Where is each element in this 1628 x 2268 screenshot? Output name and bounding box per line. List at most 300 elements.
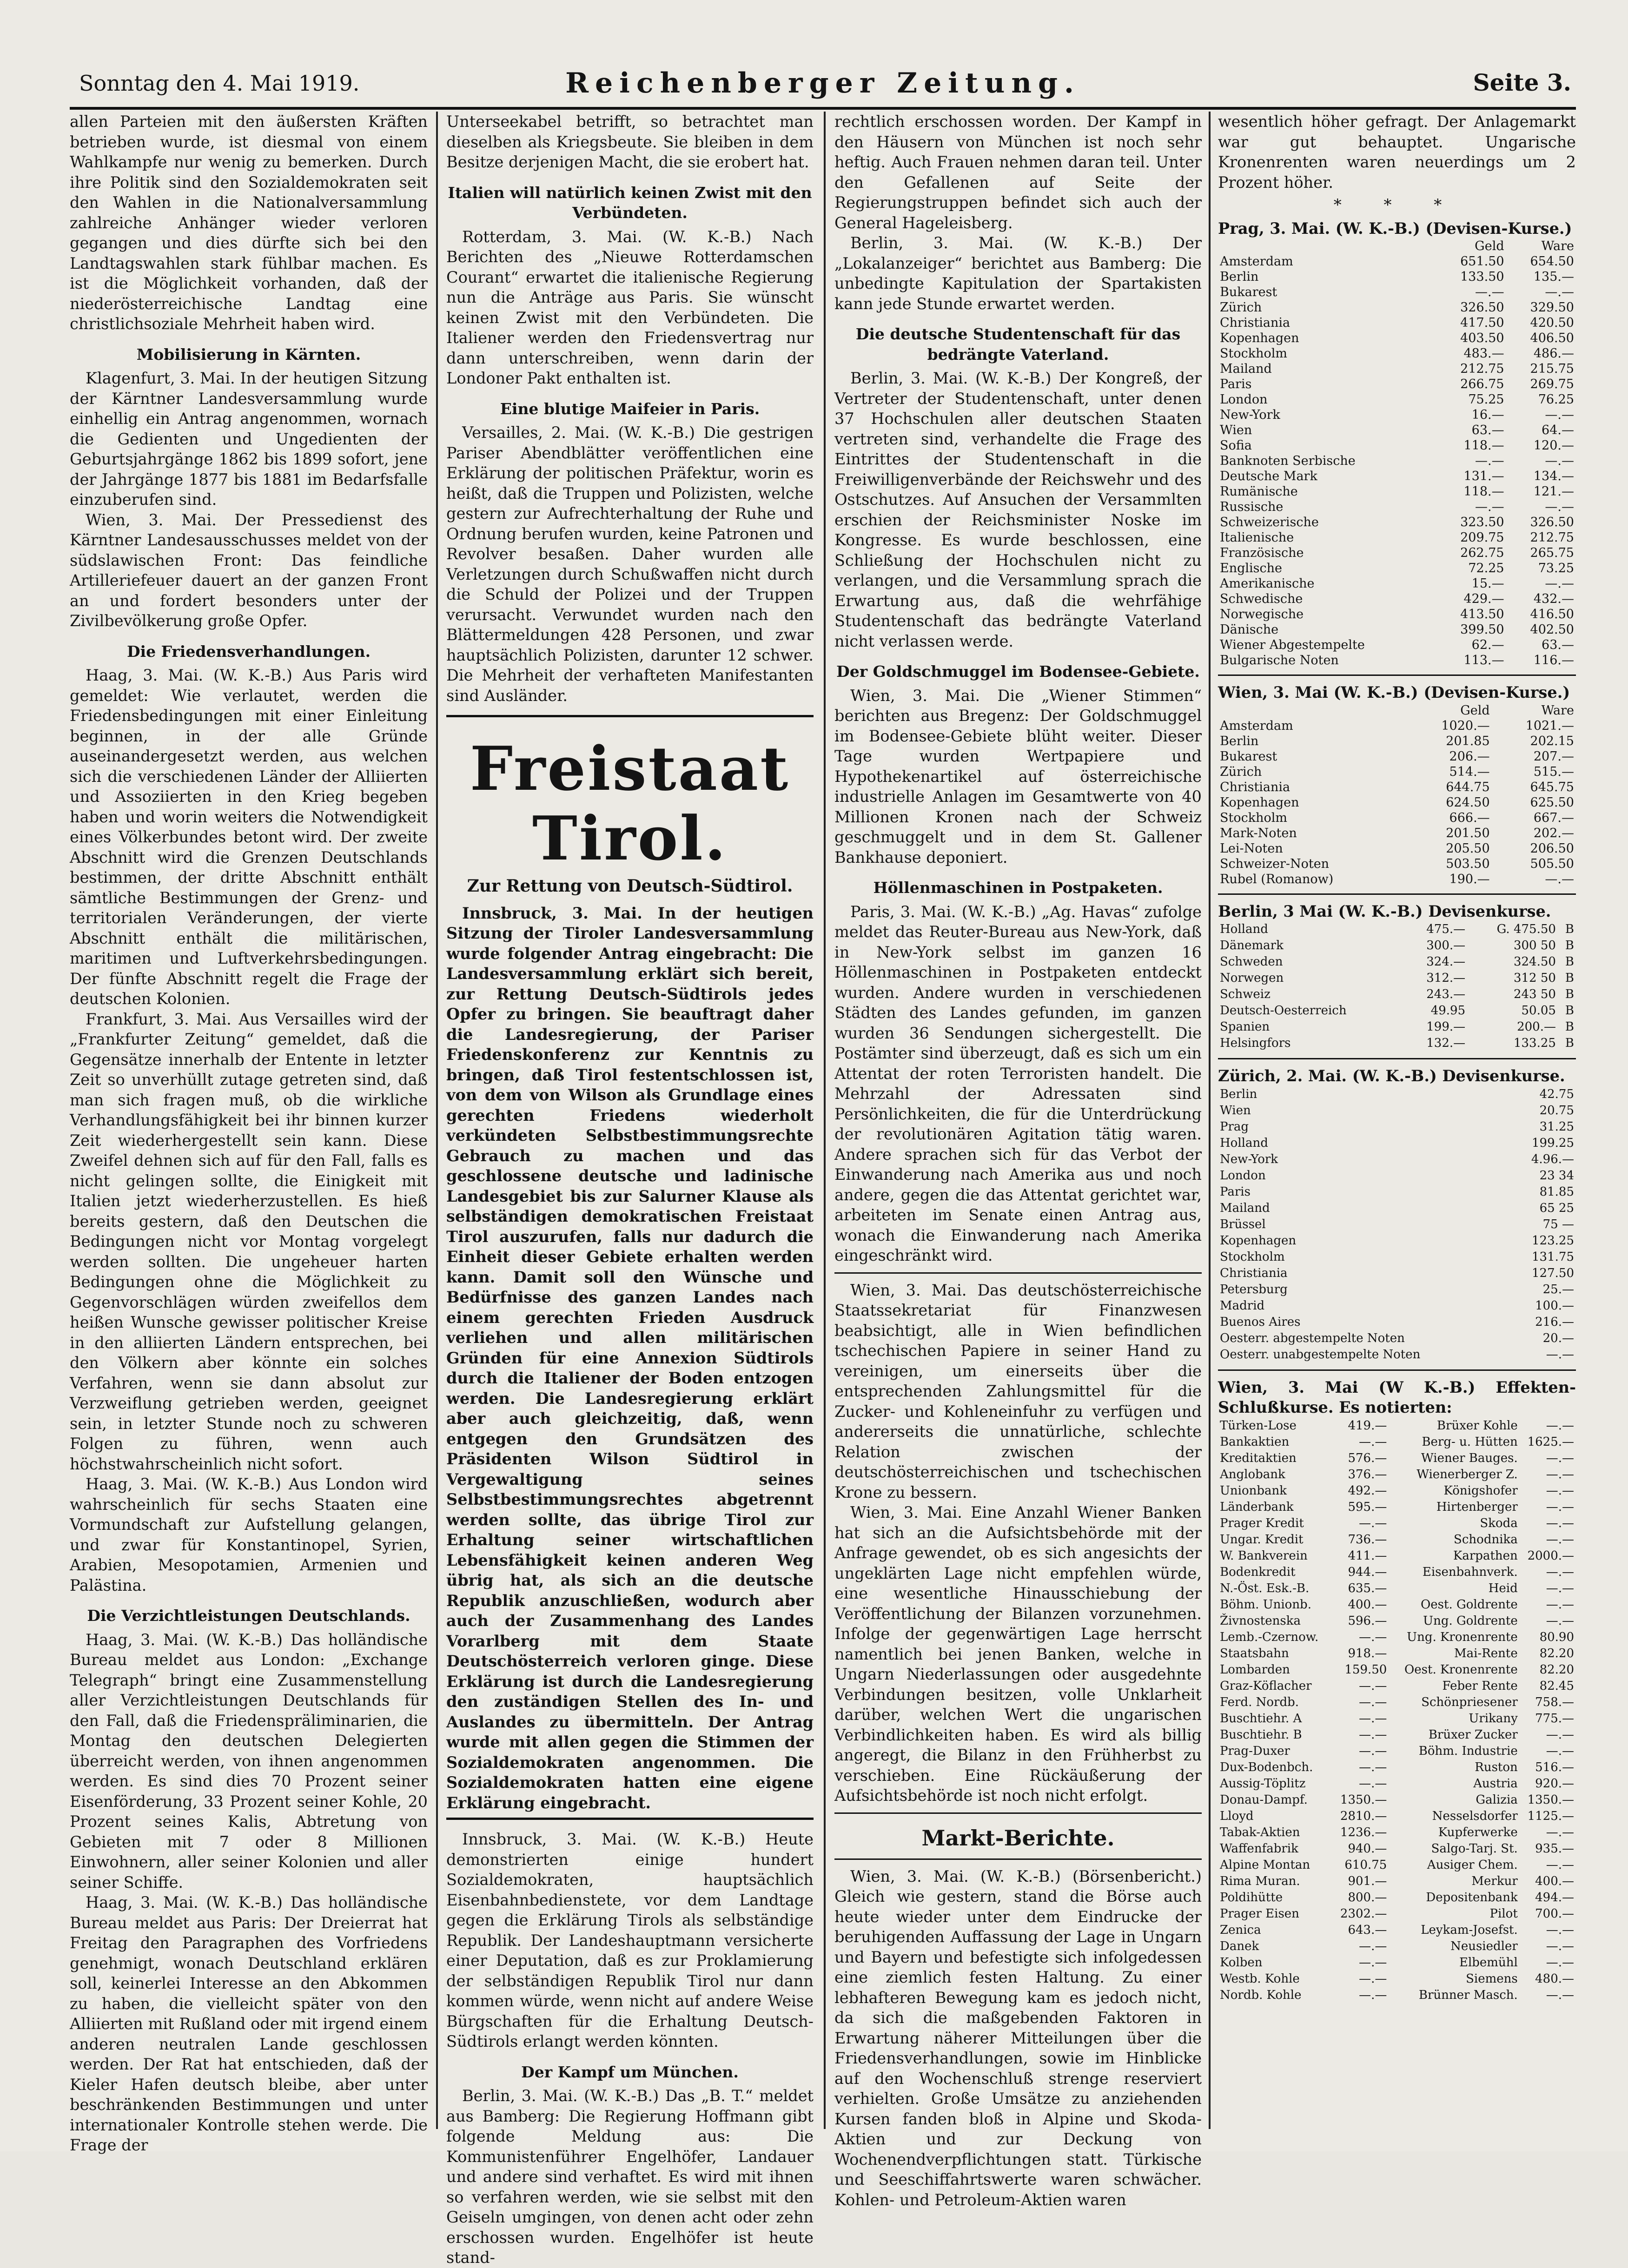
table-row xyxy=(1218,545,1576,561)
effekten-table xyxy=(1218,1418,1576,2004)
cell-value: 116.— xyxy=(1533,653,1574,668)
cell-value: 758.— xyxy=(1535,1695,1574,1709)
cell-value: 700.— xyxy=(1535,1906,1574,1921)
cell-value: 65 25 xyxy=(1539,1201,1574,1215)
table-row xyxy=(1218,1532,1576,1548)
cell-value: 635.— xyxy=(1348,1581,1387,1595)
column-header: Geld xyxy=(1460,703,1490,718)
table-row xyxy=(1218,810,1576,826)
cell-value: —.— xyxy=(1546,1483,1574,1498)
cell-value: 113.— xyxy=(1463,653,1504,668)
cell-value: 62.— xyxy=(1471,638,1504,652)
cell-value: 216.— xyxy=(1535,1315,1574,1329)
cell-value: 118.— xyxy=(1463,484,1504,499)
table-row xyxy=(1218,1282,1576,1298)
divider xyxy=(1218,893,1576,895)
table-row xyxy=(1218,1233,1576,1249)
cell-value: 134.— xyxy=(1533,469,1574,483)
row-label: Russische xyxy=(1220,500,1284,514)
row-label: Buschtiehr. A xyxy=(1220,1711,1302,1726)
cell-value: —.— xyxy=(1359,1695,1387,1709)
table-row xyxy=(1218,1662,1576,1678)
cell-value: 595.— xyxy=(1348,1500,1387,1514)
table-row xyxy=(1218,1776,1576,1792)
table-row xyxy=(1218,1841,1576,1857)
table-row xyxy=(1218,1499,1576,1515)
table-row xyxy=(1218,1347,1576,1363)
row-label: Staatsbahn xyxy=(1220,1646,1289,1660)
table-row xyxy=(1218,561,1576,576)
cell-value: 49.95 xyxy=(1430,1004,1466,1018)
row-label: Aussig-Töplitz xyxy=(1220,1776,1306,1791)
table-row xyxy=(1218,361,1576,377)
row-label: Danek xyxy=(1220,1939,1259,1953)
cell-value: —.— xyxy=(1359,1744,1387,1758)
table-row xyxy=(1218,1548,1576,1564)
row-label: Mark-Noten xyxy=(1220,826,1297,840)
cell-value: 123.25 xyxy=(1532,1233,1574,1248)
row-label: Bulgarische Noten xyxy=(1220,653,1339,668)
cell-value: 75 — xyxy=(1542,1217,1574,1231)
cell-value: 480.— xyxy=(1535,1971,1574,1986)
table-row xyxy=(1218,300,1576,315)
article-heading: Mobilisierung in Kärnten. xyxy=(136,345,361,364)
cell-value: 935.— xyxy=(1535,1841,1574,1856)
cell-value: 206.— xyxy=(1449,749,1490,764)
cell-value: Oest. Goldrente xyxy=(1420,1597,1518,1612)
table-row xyxy=(1218,515,1576,530)
table-row xyxy=(1218,970,1576,986)
row-label: Wiener Abgestempelte xyxy=(1220,638,1365,652)
cell-value: —.— xyxy=(1546,1500,1574,1514)
row-label: Kopenhagen xyxy=(1220,1233,1297,1248)
cell-value: 376.— xyxy=(1348,1467,1387,1481)
table-row xyxy=(1218,1613,1576,1629)
cell-value: 266.75 xyxy=(1460,377,1504,391)
cell-value: —.— xyxy=(1546,1467,1574,1481)
row-label: Holland xyxy=(1220,1136,1268,1150)
table-header-row xyxy=(1218,238,1576,254)
cell-value: 516.— xyxy=(1535,1760,1574,1774)
cell-value: Ung. Kronenrente xyxy=(1407,1630,1518,1644)
row-label: Deutsch-Oesterreich xyxy=(1220,1004,1347,1018)
column-3 xyxy=(834,112,1202,2209)
row-label: Alpine Montan xyxy=(1220,1858,1310,1872)
column-1 xyxy=(70,112,428,2154)
cell-value: 329.50 xyxy=(1530,300,1574,315)
article-text: Wien, 3. Mai. (W. K.-B.) (Börsenbericht.) Gleich wie gestern, stand die Börse auch heute wieder unter dem Eindrucke der beruhigenden Auffassung der Lage in Ungarn und Bayern und befestigte sich infolgedessen eine ziemlich festen Haltung. Zu einer lebhafteren Bewegung kam es jedoch nicht, da sich die maßgebenden Faktoren in Erwartung näherer Mitteilungen über die Friedensverhandlungen, sowie im Hinblicke auf den Wochenschluß strenge reserviert verhielten. Große Umsätze zu anziehenden Kursen fanden bloß in Alpine und Skoda-Aktien und zur Deckung von Wochenendverpflichtungen statt. Türkische und Seeschiffahrtswerte waren schwächer. Kohlen- und Petroleum-Aktien waren xyxy=(834,1867,1202,2209)
table-row xyxy=(1218,1418,1576,1434)
row-label: Italienische xyxy=(1220,530,1294,545)
row-label: Zürich xyxy=(1220,764,1262,779)
row-label: Christiania xyxy=(1220,1266,1288,1280)
cell-value: —.— xyxy=(1545,576,1574,591)
cell-value: —.— xyxy=(1359,1435,1387,1449)
cell-value: G. 475.50 xyxy=(1496,922,1556,936)
table-row xyxy=(1218,1564,1576,1580)
article-heading: Der Goldschmuggel im Bodensee-Gebiete. xyxy=(836,662,1200,681)
table-row xyxy=(1218,1646,1576,1662)
cell-value: 399.50 xyxy=(1460,622,1504,637)
row-label: Bukarest xyxy=(1220,285,1277,299)
cell-value: Heid xyxy=(1488,1581,1518,1595)
cell-value: —.— xyxy=(1546,1613,1574,1628)
row-label: Zenica xyxy=(1220,1923,1261,1937)
cell-value: 402.50 xyxy=(1530,622,1574,637)
cell-value: —.— xyxy=(1545,408,1574,422)
table-row xyxy=(1218,1711,1576,1727)
table-row xyxy=(1218,1515,1576,1532)
subheadline: Zur Rettung von Deutsch-Südtirol. xyxy=(467,876,793,896)
row-label: Westb. Kohle xyxy=(1220,1971,1300,1986)
zurich-devisen-table xyxy=(1218,1086,1576,1363)
table-row xyxy=(1218,1922,1576,1938)
row-label: Wien xyxy=(1220,1103,1251,1117)
cell-value: 118.— xyxy=(1463,438,1504,453)
article-heading: Die Friedensverhandlungen. xyxy=(126,642,371,661)
cell-value: 190.— xyxy=(1449,872,1490,886)
row-label: Holland xyxy=(1220,922,1268,936)
cell-value: 20.75 xyxy=(1539,1103,1574,1117)
article-text: Wien, 3. Mai. Die „Wiener Stimmen“ berichten aus Bregenz: Der Goldschmuggel im Bodensee-Gebiete blüht weiter. Dieser Tage wurden Wertpapiere und Hypothekenartikel auf österreichische industrielle Anlagen im Gesamtwerte von 40 Millionen Kronen nach der Schweiz geschmuggelt und in dem St. Gallener Bankhause deponiert. xyxy=(834,686,1202,866)
table-row xyxy=(1218,1678,1576,1694)
table-row xyxy=(1218,653,1576,668)
row-label: Donau-Dampf. xyxy=(1220,1792,1308,1807)
cell-value: B xyxy=(1565,922,1574,936)
cell-value: —.— xyxy=(1546,1939,1574,1953)
cell-value: 133.50 xyxy=(1460,270,1504,284)
table-row xyxy=(1218,1184,1576,1200)
cell-value: Hirtenberger xyxy=(1436,1500,1518,1514)
cell-value: 667.— xyxy=(1533,810,1574,825)
cell-value: —.— xyxy=(1359,1727,1387,1742)
cell-value: 411.— xyxy=(1348,1548,1387,1563)
prag-devisen-table xyxy=(1218,238,1576,668)
article-text: Unterseekabel betrifft, so betrachtet man dieselben als Kriegsbeute. Sie bleiben in dem Besitze derjenigen Macht, die sie erobert hat. xyxy=(446,112,814,171)
cell-value: B xyxy=(1565,987,1574,1001)
divider xyxy=(1218,674,1576,676)
row-label: Mailand xyxy=(1220,362,1272,376)
cell-value: Oest. Kronenrente xyxy=(1404,1662,1518,1677)
table-row xyxy=(1218,1727,1576,1743)
cell-value: 80.90 xyxy=(1539,1630,1574,1644)
cell-value: 120.— xyxy=(1533,438,1574,453)
row-label: Berlin xyxy=(1220,734,1259,748)
cell-value: 202.— xyxy=(1533,826,1574,840)
cell-value: —.— xyxy=(1475,454,1504,468)
table-heading: Berlin, 3 Mai (W. K.-B.) Devisenkurse. xyxy=(1218,902,1551,920)
table-row xyxy=(1218,254,1576,269)
row-label: Amerikanische xyxy=(1220,576,1315,591)
cell-value: 201.85 xyxy=(1446,734,1490,748)
column-rule xyxy=(436,112,438,2129)
table-row xyxy=(1218,607,1576,622)
table-heading: Wien, 3. Mai (W K.-B.) Effekten-Schlußkurse. Es notierten: xyxy=(1218,1378,1576,1416)
table-row xyxy=(1218,921,1576,938)
cell-value: Eisenbahnverk. xyxy=(1422,1565,1518,1579)
article-text: Frankfurt, 3. Mai. Aus Versailles wird der „Frankfurter Zeitung“ gemeldet, daß die Gegensätze innerhalb der Entente in letzter Zeit so unverhüllt zutage getreten sind, daß man sich fragen muß, ob die wirkliche Verhandlungsfähigkeit bei ihr binnen kurzer Zeit wiederhergestellt sein kann. Diese Zweifel dehnen sich auf für den Fall, falls es nicht gelingen sollte, die Einigkeit mit Italien jetzt wiederherzustellen. Es hieß bereits gestern, daß den Deutschen die Bedingungen nicht vor Montag vorgelegt werden sollten. Die ungeheuer harten Bedingungen ohne die Möglichkeit zu Gegenvorschlägen würden zweifellos dem heißen Wunsche gewisser politischer Kreise in den alliierten Ländern entsprechen, bei den Völkern aber könnte ein solches Verfahren, wenn sie dann absolut zur Verzweiflung getrieben werden, geeignet sein, in letzter Stunde noch zu schweren Folgen zu führen, wenn auch höchstwahrscheinlich nicht sofort. xyxy=(70,1010,428,1473)
column-rule xyxy=(1209,112,1211,2129)
masthead xyxy=(70,65,1576,110)
divider xyxy=(1218,1058,1576,1059)
table-row xyxy=(1218,1450,1576,1467)
cell-value: Ausiger Chem. xyxy=(1427,1858,1518,1872)
article-text: Wien, 3. Mai. Der Pressedienst des Kärntner Landesausschusses meldet von der südslawischen Front: Das feindliche Artilleriefeuer dauert an der ganzen Front an und fordert besonders unter der Zivilbevölkerung große Opfer. xyxy=(70,510,428,630)
row-label: Sofia xyxy=(1220,438,1252,453)
row-label: Zürich xyxy=(1220,300,1262,315)
row-label: Lombarden xyxy=(1220,1662,1290,1677)
cell-value: 63.— xyxy=(1471,423,1504,437)
column-4 xyxy=(1218,112,1576,2138)
cell-value: 215.75 xyxy=(1530,362,1574,376)
row-label: Schweizerische xyxy=(1220,515,1319,529)
cell-value: 82.45 xyxy=(1539,1679,1574,1693)
cell-value: 666.— xyxy=(1449,810,1490,825)
cell-value: 20.— xyxy=(1542,1331,1574,1345)
row-label: Buenos Aires xyxy=(1220,1315,1301,1329)
column-2 xyxy=(446,112,814,2267)
table-row xyxy=(1218,1314,1576,1330)
row-label: Schweiz xyxy=(1220,987,1271,1001)
cell-value: 420.50 xyxy=(1530,316,1574,330)
article-text: allen Parteien mit den äußersten Kräften betrieben wurde, ist diesmal von einem Wahlkampfe nur wenig zu bemerken. Durch ihre Politik sind den Sozialdemokraten seit den Wahlen in die Nationalversammlung zahlreiche Anhänger wieder verloren gegangen und dies dürfte sich bei den Landtagswahlen stark fühlbar machen. Es ist die Möglichkeit vorhanden, daß der niederösterreichische Landtag eine christlichsoziale Mehrheit haben wird. xyxy=(70,112,428,333)
row-label: Ferd. Nordb. xyxy=(1220,1695,1299,1709)
cell-value: Brüxer Kohle xyxy=(1436,1418,1518,1433)
cell-value: —.— xyxy=(1359,1971,1387,1986)
row-label: N.-Öst. Esk.-B. xyxy=(1220,1581,1310,1595)
cell-value: Brüxer Zucker xyxy=(1428,1727,1518,1742)
table-heading: Wien, 3. Mai (W. K.-B.) (Devisen-Kurse.) xyxy=(1218,683,1570,701)
cell-value: 243.— xyxy=(1426,987,1466,1001)
article-heading: Die deutsche Studentenschaft für das bedrängte Vaterland. xyxy=(855,325,1181,364)
row-label: London xyxy=(1220,1168,1266,1183)
cell-value: 133.25 xyxy=(1513,1036,1556,1050)
cell-value: 920.— xyxy=(1535,1776,1574,1791)
cell-value: —.— xyxy=(1545,454,1574,468)
table-row xyxy=(1218,499,1576,515)
cell-value: 131.75 xyxy=(1532,1250,1574,1264)
row-label: Bukarest xyxy=(1220,749,1277,764)
article-heading: Höllenmaschinen in Postpaketen. xyxy=(873,879,1163,897)
table-row xyxy=(1218,1135,1576,1151)
cell-value: 901.— xyxy=(1348,1874,1387,1888)
cell-value: B xyxy=(1565,1004,1574,1018)
freistaat-tirol-box xyxy=(446,715,814,1820)
row-label: London xyxy=(1220,392,1268,407)
article-text: Paris, 3. Mai. (W. K.-B.) „Ag. Havas“ zufolge meldet das Reuter-Bureau aus New-York, daß in New-York selbst im ganzen 16 Höllenmaschinen in Postpaketen entdeckt wurden. Andere wurden in verschiedenen Städten des Landes gefunden, im ganzen wurden 36 Sendungen sichergestellt. Die Postämter sind überzeugt, daß es sich um ein Attentat der roten Terroristen handelt. Die Mehrzahl der Adressaten sind Persönlichkeiten, die für die Unterdrückung der revolutionären Agitation tätig waren. Andere sprachen sich für das Verbot der Einwanderung nach Amerika aus und noch andere, gegen die das Attentat gerichtet war, arbeiteten im Senate einen Antrag aus, wonach die Einwanderung nach Amerika eingeschränkt wird. xyxy=(834,902,1202,1264)
row-label: Wien xyxy=(1220,423,1252,437)
cell-value: Brünner Masch. xyxy=(1418,1988,1518,2002)
table-row xyxy=(1218,530,1576,545)
table-row xyxy=(1218,438,1576,453)
cell-value: 75.25 xyxy=(1468,392,1504,407)
row-label: Rubel (Romanow) xyxy=(1220,872,1334,886)
cell-value: 209.75 xyxy=(1460,530,1504,545)
cell-value: B xyxy=(1565,971,1574,985)
row-label: Prager Kredit xyxy=(1220,1516,1304,1530)
cell-value: B xyxy=(1565,1020,1574,1034)
table-row xyxy=(1218,284,1576,300)
cell-value: 419.— xyxy=(1348,1418,1387,1433)
cell-value: 201.50 xyxy=(1446,826,1490,840)
cell-value: —.— xyxy=(1546,1727,1574,1742)
cell-value: 207.— xyxy=(1533,749,1574,764)
article-text: Berlin, 3. Mai. (W. K.-B.) Das „B. T.“ meldet aus Bamberg: Die Regierung Hoffmann gibt folgende Meldung aus: Die Kommunistenführer Engelhöfer, Landauer und andere sind verhaftet. Es wird mit ihnen so verfahren werden, wie sie selbst mit den Geiseln umgingen, von denen acht oder zehn erschossen wurden. Engelhöfer ist heute stand- xyxy=(446,2087,814,2267)
cell-value: 406.50 xyxy=(1530,331,1574,345)
row-label: Kopenhagen xyxy=(1220,331,1299,345)
row-label: Stockholm xyxy=(1220,810,1287,825)
column-header: Geld xyxy=(1475,239,1504,253)
row-label: Oesterr. unabgestempelte Noten xyxy=(1220,1347,1421,1362)
table-row xyxy=(1218,637,1576,653)
table-row xyxy=(1218,826,1576,841)
table-row xyxy=(1218,1694,1576,1711)
table-row xyxy=(1218,1792,1576,1808)
cell-value: 31.25 xyxy=(1539,1119,1574,1134)
cell-value: —.— xyxy=(1546,1418,1574,1433)
cell-value: 483.— xyxy=(1463,346,1504,361)
cell-value: 494.— xyxy=(1535,1890,1574,1904)
cell-value: —.— xyxy=(1546,1451,1574,1465)
row-label: Prag-Duxer xyxy=(1220,1744,1290,1758)
table-row xyxy=(1218,622,1576,637)
row-label: Stockholm xyxy=(1220,1250,1285,1264)
cell-value: 326.50 xyxy=(1460,300,1504,315)
cell-value: 132.— xyxy=(1426,1036,1466,1050)
cell-value: 400.— xyxy=(1348,1597,1387,1612)
cell-value: 940.— xyxy=(1348,1841,1387,1856)
cell-value: 326.50 xyxy=(1530,515,1574,529)
cell-value: Ung. Goldrente xyxy=(1423,1613,1518,1628)
cell-value: 324.50 xyxy=(1513,955,1556,969)
column-header: Ware xyxy=(1541,703,1574,718)
row-label: Amsterdam xyxy=(1220,254,1293,269)
row-label: Petersburg xyxy=(1220,1282,1288,1296)
table-row xyxy=(1218,1825,1576,1841)
cell-value: 199.— xyxy=(1426,1020,1466,1034)
cell-value: 205.50 xyxy=(1446,841,1490,856)
cell-value: Ruston xyxy=(1475,1760,1518,1774)
cell-value: Wiener Bauges. xyxy=(1421,1451,1518,1465)
cell-value: 42.75 xyxy=(1539,1087,1574,1101)
cell-value: —.— xyxy=(1546,1744,1574,1758)
table-row xyxy=(1218,1743,1576,1759)
cell-value: B xyxy=(1565,939,1574,952)
wien-devisen-table xyxy=(1218,703,1576,887)
cell-value: 323.50 xyxy=(1460,515,1504,529)
cell-value: 100.— xyxy=(1535,1298,1574,1313)
cell-value: 645.75 xyxy=(1530,780,1574,794)
cell-value: 262.75 xyxy=(1460,546,1504,560)
row-label: Englische xyxy=(1220,561,1282,575)
cell-value: —.— xyxy=(1359,1679,1387,1693)
cell-value: 64.— xyxy=(1542,423,1574,437)
cell-value: 651.50 xyxy=(1460,254,1504,269)
cell-value: Salgo-Tarj. St. xyxy=(1431,1841,1518,1856)
row-label: New-York xyxy=(1220,408,1280,422)
table-row xyxy=(1218,1808,1576,1825)
cell-value: 127.50 xyxy=(1532,1266,1574,1280)
row-label: Kreditaktien xyxy=(1220,1451,1297,1465)
cell-value: Siemens xyxy=(1466,1971,1518,1986)
cell-value: Merkur xyxy=(1471,1874,1518,1888)
table-row xyxy=(1218,1086,1576,1103)
cell-value: 486.— xyxy=(1533,346,1574,361)
table-row xyxy=(1218,1938,1576,1955)
table-row xyxy=(1218,872,1576,887)
table-row xyxy=(1218,1873,1576,1890)
cell-value: Neusiedler xyxy=(1450,1939,1518,1953)
cell-value: 15.— xyxy=(1471,576,1504,591)
cell-value: Schodnika xyxy=(1454,1532,1518,1547)
table-row xyxy=(1218,954,1576,970)
table-row xyxy=(1218,734,1576,749)
table-row xyxy=(1218,1119,1576,1135)
row-label: Mailand xyxy=(1220,1201,1270,1215)
cell-value: —.— xyxy=(1475,500,1504,514)
table-row xyxy=(1218,718,1576,734)
table-row xyxy=(1218,1434,1576,1450)
article-text: Wien, 3. Mai. Eine Anzahl Wiener Banken hat sich an die Aufsichtsbehörde mit der Anfrage gewendet, ob es sich angesichts der ungeklärten Lage nicht empfehlen würde, eine wesentliche Hinausschiebung der Veröffentlichung der Bilanzen vorzunehmen. Infolge der gegenwärtigen Lage herrscht namentlich bei jenen Banken, welche in Ungarn Niederlassungen oder ausgedehnte Verbindungen besitzen, volle Unklarheit darüber, welchen Wert die ungarischen Verbindlichkeiten haben. Es wird als billig angeregt, die Bilanz in den Frühherbst zu verschieben. Eine Rückäußerung der Aufsichtsbehörde ist noch nicht erfolgt. xyxy=(834,1503,1202,1805)
cell-value: 515.— xyxy=(1533,764,1574,779)
row-label: Spanien xyxy=(1220,1020,1270,1034)
cell-value: 135.— xyxy=(1533,270,1574,284)
table-row xyxy=(1218,795,1576,810)
cell-value: 576.— xyxy=(1348,1451,1387,1465)
table-header-row xyxy=(1218,703,1576,718)
cell-value: —.— xyxy=(1359,1988,1387,2002)
cell-value: 505.50 xyxy=(1530,856,1574,871)
cell-value: —.— xyxy=(1545,285,1574,299)
table-row xyxy=(1218,1168,1576,1184)
cell-value: 514.— xyxy=(1449,764,1490,779)
table-row xyxy=(1218,1217,1576,1233)
cell-value: Schönpriesener xyxy=(1421,1695,1518,1709)
table-row xyxy=(1218,1890,1576,1906)
page-number: Seite 3. xyxy=(1473,69,1571,96)
table-row xyxy=(1218,841,1576,856)
row-label: Buschtiehr. B xyxy=(1220,1727,1302,1742)
cell-value: —.— xyxy=(1546,1825,1574,1839)
cell-value: 50.05 xyxy=(1521,1004,1556,1018)
row-label: Norwegen xyxy=(1220,971,1284,985)
article-text: Rotterdam, 3. Mai. (W. K.-B.) Nach Berichten des „Nieuwe Rotterdamschen Courant“ erwartet die italienische Regierung nun die Anträge aus Paris. Sie wünscht keinen Zwist mit den Verbündeten. Die Italiener werden den Friedensvertrag nur dann unterschreiben, wenn darin der Londoner Pakt enthalten ist. xyxy=(446,227,814,387)
cell-value: Elbemühl xyxy=(1459,1955,1518,1970)
article-text: Berlin, 3. Mai. (W. K.-B.) Der „Lokalanzeiger“ berichtet aus Bamberg: Die unbedingte Kapitulation der Spartakisten kann jede Stunde erwartet werden. xyxy=(834,234,1202,313)
cell-value: 654.50 xyxy=(1530,254,1574,269)
cell-value: Urikany xyxy=(1469,1711,1518,1726)
cell-value: B xyxy=(1565,1036,1574,1050)
table-row xyxy=(1218,1971,1576,1987)
row-label: Paris xyxy=(1220,1184,1251,1199)
article-text: Innsbruck, 3. Mai. (W. K.-B.) Heute demonstrierten einige hundert Sozialdemokraten, hauptsächlich Eisenbahnbedienstete, vor dem Landtage gegen die Erklärung Tirols als selbständige Republik. Der Landeshauptmann versicherte einer Deputation, daß es zur Proklamierung der selbständigen Republik Tirol nur dann kommen würde, wenn nicht auf andere Weise Bürgschaften für die Erhaltung Deutsch-Südtirols erlangt werden könnten. xyxy=(446,1830,814,2050)
divider xyxy=(1218,1369,1576,1371)
cell-value: 417.50 xyxy=(1460,316,1504,330)
cell-value: Mai-Rente xyxy=(1454,1646,1518,1660)
cell-value: 416.50 xyxy=(1530,607,1574,622)
cell-value: 72.25 xyxy=(1468,561,1504,575)
section-stars: * * * xyxy=(1333,196,1461,214)
cell-value: —.— xyxy=(1546,1858,1574,1872)
article-text: Haag, 3. Mai. (W. K.-B.) Das holländische Bureau meldet aus London: „Exchange Telegraph“ bringt eine Zusammenstellung aller Verzichtleistungen Deutschlands für den Fall, daß die Friedenspräliminarien, die Montag den deutschen Delegierten überreicht werden, von ihnen angenommen werden. Es sind dies 70 Prozent seiner Eisenförderung, 33 Prozent seiner Kohle, 20 Prozent seines Kalis, Abtretung von Gebieten mit 7 oder 8 Millionen Einwohnern, aller seiner Kolonien und aller seiner Schiffe. xyxy=(70,1630,428,1891)
row-label: Madrid xyxy=(1220,1298,1265,1313)
table-row xyxy=(1218,484,1576,499)
cell-value: Galizia xyxy=(1476,1792,1518,1807)
cell-value: 1350.— xyxy=(1340,1792,1387,1807)
article-text: Wien, 3. Mai. Das deutschösterreichische Staatssekretariat für Finanzwesen beabsichtigt, alle in Wien befindlichen tschechischen Papiere in seiner Hand zu vereinigen, um einerseits über die entsprechenden Zahlungsmittel für die Zucker- und Kohleneinfuhr zu verfügen und andererseits die unnatürliche, schlechte Relation zwischen der deutschösterreichischen und tschechischen Krone zu bessern. xyxy=(834,1281,1202,1501)
cell-value: 312.— xyxy=(1426,971,1466,985)
cell-value: —.— xyxy=(1475,285,1504,299)
